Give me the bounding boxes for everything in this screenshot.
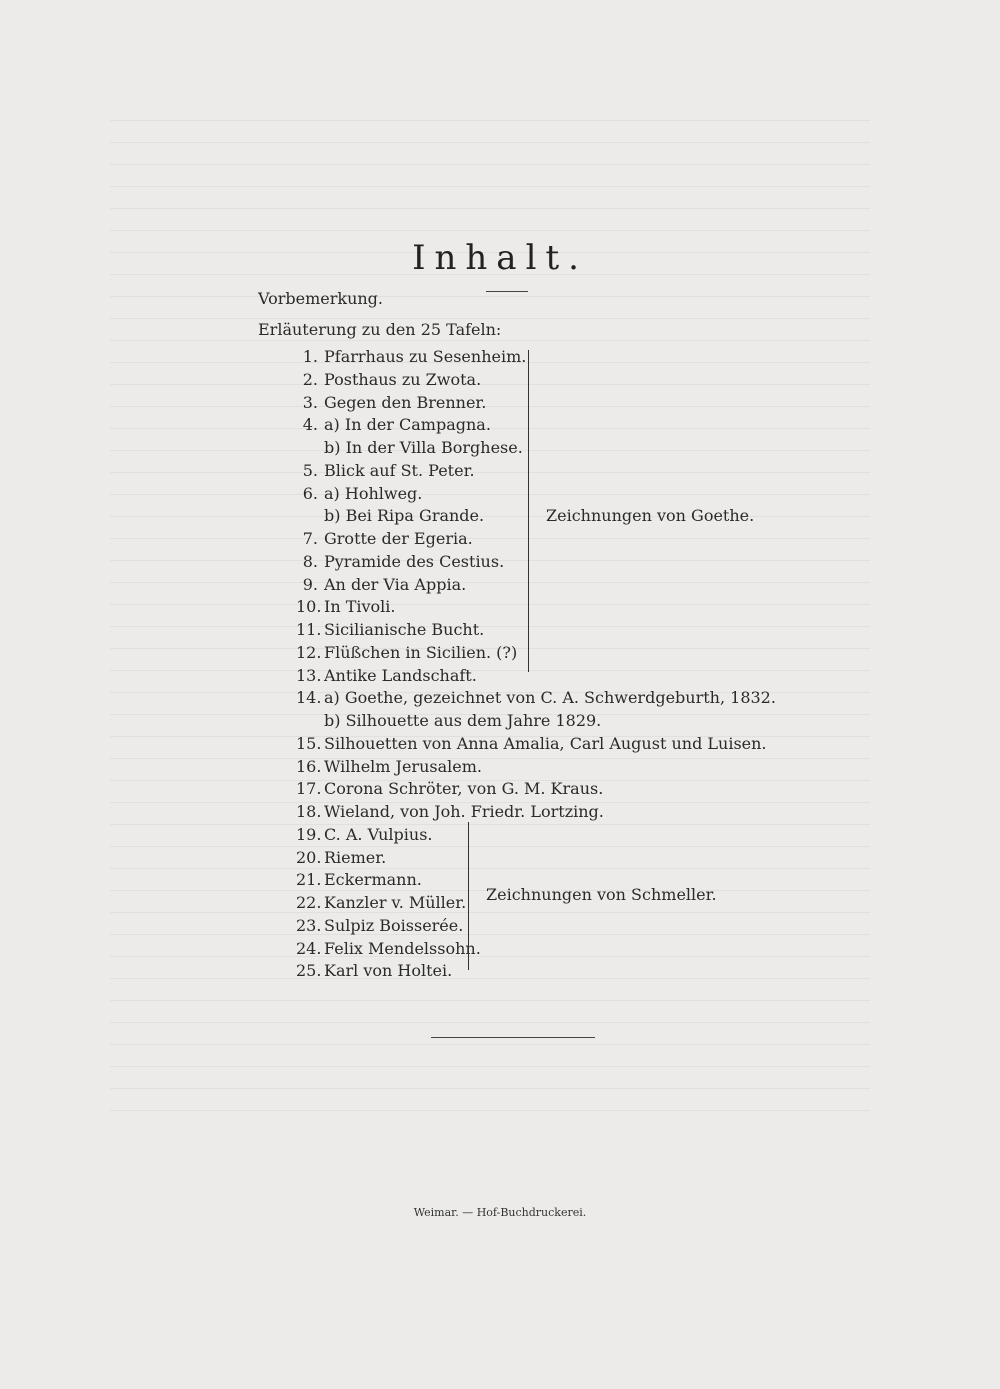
entry-text: Felix Mendelssohn. bbox=[324, 938, 481, 958]
entry-number: 25. bbox=[296, 961, 322, 981]
brace-schmeller bbox=[468, 822, 469, 970]
entry-number: 16. bbox=[296, 756, 322, 776]
page-title: Inhalt. bbox=[412, 238, 588, 278]
entry-text: b) Silhouette aus dem Jahre 1829. bbox=[324, 711, 602, 730]
entry-text: Corona Schröter, von G. M. Kraus. bbox=[324, 779, 604, 799]
entry-text: Karl von Holtei. bbox=[324, 961, 453, 981]
brace-goethe bbox=[528, 350, 529, 672]
entry-number: 24. bbox=[296, 938, 322, 958]
entry-number: 1. bbox=[302, 347, 318, 366]
entry-text: b) In der Villa Borghese. bbox=[324, 438, 523, 457]
entry-number: 4. bbox=[302, 415, 318, 435]
erlaeuterung-heading: Erläuterung zu den 25 Tafeln: bbox=[258, 320, 502, 339]
brace-label-schmeller: Zeichnungen von Schmeller. bbox=[486, 885, 717, 904]
entry-text: Posthaus zu Zwota. bbox=[324, 369, 482, 389]
entry-number: 20. bbox=[296, 847, 322, 867]
entry-number: 21. bbox=[296, 870, 322, 890]
entry-number: 8. bbox=[302, 551, 318, 571]
entry-number: 13. bbox=[296, 665, 322, 685]
entry-text: Kanzler v. Müller. bbox=[324, 893, 467, 912]
entry-text: a) Goethe, gezeichnet von C. A. Schwerdgeburth, 1832. bbox=[324, 688, 776, 708]
entry-number: 19. bbox=[296, 824, 322, 844]
printer-imprint: Weimar. — Hof-Buchdruckerei. bbox=[413, 1206, 587, 1219]
brace-label-goethe: Zeichnungen von Goethe. bbox=[546, 506, 755, 525]
entry-text: Pyramide des Cestius. bbox=[324, 551, 505, 571]
entry-number: 17. bbox=[296, 779, 322, 799]
entry-number: 3. bbox=[302, 392, 318, 412]
entry-text: b) Bei Ripa Grande. bbox=[324, 506, 485, 526]
title-rule bbox=[486, 291, 528, 292]
vorbemerkung: Vorbemerkung. bbox=[258, 289, 383, 308]
entry-text: Sicilianische Bucht. bbox=[324, 620, 485, 639]
entry-text: C. A. Vulpius. bbox=[324, 824, 433, 844]
entry-text: Eckermann. bbox=[324, 870, 422, 890]
entry-number: 12. bbox=[296, 642, 322, 662]
entry-number: 5. bbox=[302, 460, 318, 480]
entry-number: 10. bbox=[296, 597, 322, 617]
entry-text: Antike Landschaft. bbox=[324, 665, 477, 685]
entry-number: 11. bbox=[296, 620, 322, 639]
entry-text: Flüßchen in Sicilien. (?) bbox=[324, 642, 518, 662]
entry-text: a) In der Campagna. bbox=[324, 415, 491, 435]
entry-number: 7. bbox=[302, 529, 318, 548]
entry-number: 22. bbox=[296, 893, 322, 912]
entry-number: 9. bbox=[302, 574, 318, 594]
entry-number: 6. bbox=[302, 483, 318, 503]
entry-text: Gegen den Brenner. bbox=[324, 392, 487, 412]
entry-text: Pfarrhaus zu Sesenheim. bbox=[324, 347, 527, 366]
entry-text: Grotte der Egeria. bbox=[324, 529, 473, 548]
entry-number: 2. bbox=[302, 369, 318, 389]
entry-text: Sulpiz Boisserée. bbox=[324, 915, 464, 935]
entry-text: An der Via Appia. bbox=[324, 574, 467, 594]
entry-text: Blick auf St. Peter. bbox=[324, 460, 475, 480]
entry-number: 14. bbox=[296, 688, 322, 708]
entry-text: a) Hohlweg. bbox=[324, 483, 423, 503]
entry-number: 23. bbox=[296, 915, 322, 935]
entry-text: In Tivoli. bbox=[324, 597, 396, 617]
entry-text: Riemer. bbox=[324, 847, 387, 867]
end-rule bbox=[431, 1037, 595, 1038]
entry-text: Wieland, von Joh. Friedr. Lortzing. bbox=[324, 802, 604, 821]
entry-number: 15. bbox=[296, 733, 322, 753]
entry-number: 18. bbox=[296, 802, 322, 821]
entry-text: Silhouetten von Anna Amalia, Carl August und Luisen. bbox=[324, 733, 767, 753]
entry-text: Wilhelm Jerusalem. bbox=[324, 756, 482, 776]
